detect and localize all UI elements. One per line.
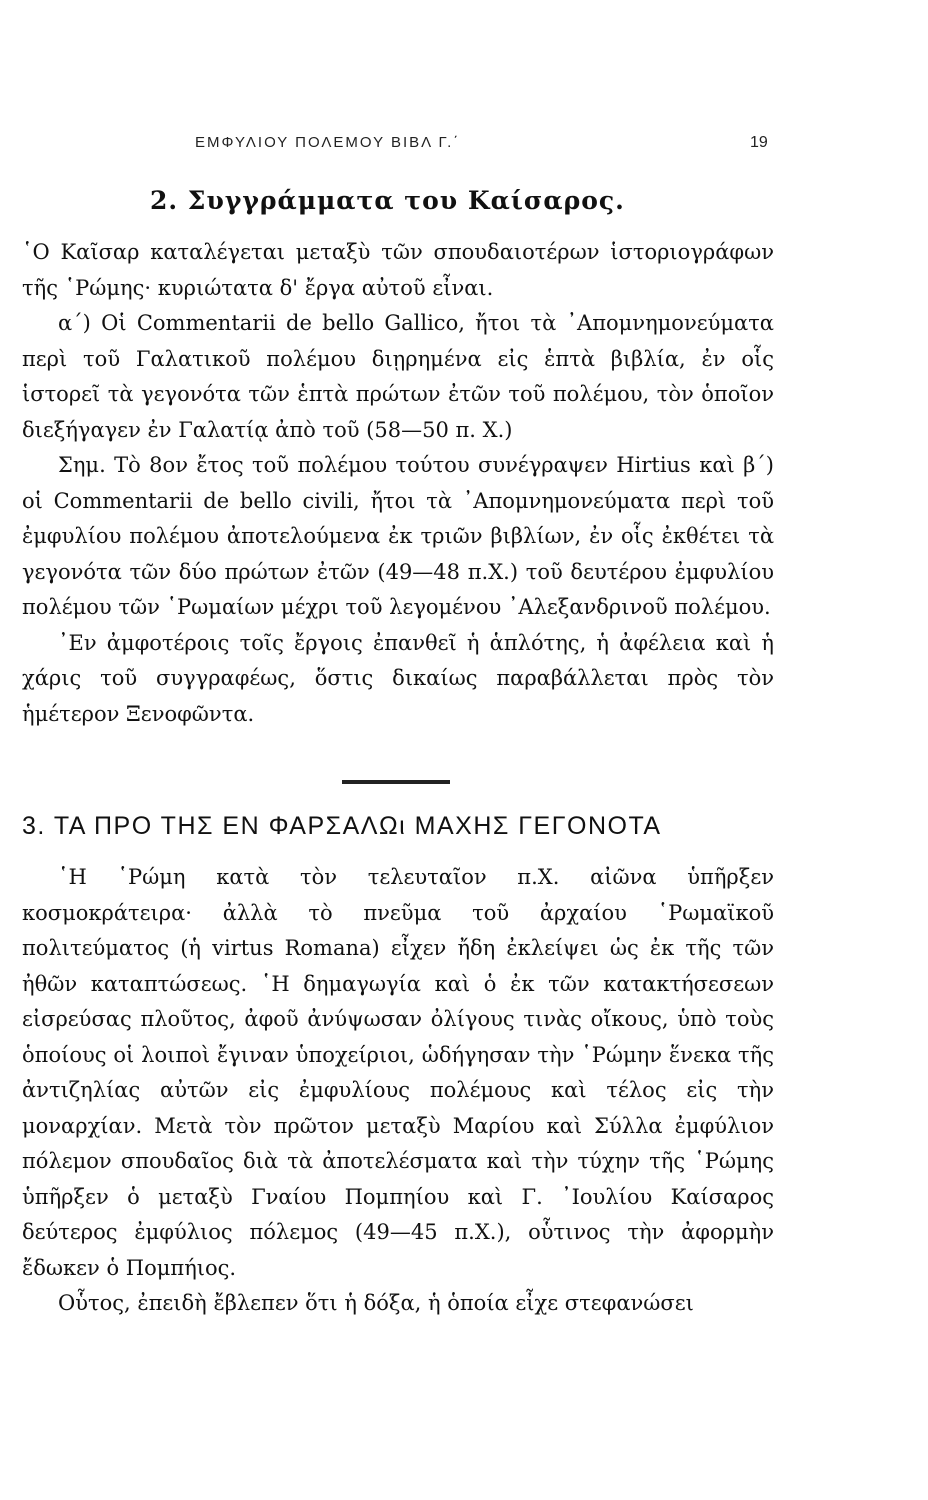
section-3-body [22, 860, 774, 1322]
page-number: 19 [750, 134, 768, 151]
section-2-title: 2. Συγγράμματα του Καίσαρος. [150, 186, 625, 215]
section-3-heading: 3. ΤΑ ΠΡΟ ΤΗΣ ΕΝ ΦΑΡΣΑΛΩι ΜΑΧΗΣ ΓΕΓΟΝΟΤΑ [22, 812, 662, 840]
paragraph: ῾Η ῾Ρώμη κατὰ τὸν τελευταῖον π.Χ. αἰῶνα ὑπῆρξεν κοσμοκράτειρα· ἀλλὰ τὸ πνεῦμα τοῦ ἀρχαίου ῾Ρωμαϊκοῦ πολιτεύματος (ἡ virtus Romana) εἶχεν ἤδη ἐκλείψει ὡς ἐκ τῆς τῶν ἠθῶν καταπτώσεως. ῾Η δημαγωγία καὶ ὁ ἐκ τῶν κατακτήσεσεων εἰσρεύσας πλοῦτος, ἀφοῦ ἀνύψωσαν ὀλίγους τινὰς οἴκους, ὑπὸ τοὺς ὁποίους οἱ λοιποὶ ἔγιναν ὑποχείριοι, ὡδήγησαν τὴν ῾Ρώμην ἕνεκα τῆς ἀντιζηλίας αὐτῶν εἰς ἐμφυλίους πολέμους καὶ τέλος εἰς τὴν μοναρχίαν. Μετὰ τὸν πρῶτον μεταξὺ Μαρίου καὶ Σύλλα ἐμφύλιον πόλεμον σπουδαῖος διὰ τὰ ἀποτελέσματα καὶ τὴν τύχην τῆς ῾Ρώμης ὑπῆρξεν ὁ μεταξὺ Γναίου Πομπηίου καὶ Γ. ᾿Ιουλίου Καίσαρος δεύτερος ἐμφύλιος πόλεμος (49—45 π.Χ.), οὗτινος τὴν ἀφορμὴν ἔδωκεν ὁ Πομπήιος. [22, 865, 774, 1280]
paragraph: Σημ. Τὸ 8ον ἔτος τοῦ πολέμου τούτου συνέγραψεν Hirtius καὶ β΄) οἱ Commentarii de bello civili, ἤτοι τὰ ᾿Απομνημονεύματα περὶ τοῦ ἐμφυλίου πολέμου ἀποτελούμενα ἐκ τριῶν βιβλίων, ἐν οἷς ἐκθέτει τὰ γεγονότα τῶν δύο πρώτων ἐτῶν (49—48 π.Χ.) τοῦ δευτέρου ἐμφυλίου πολέμου τῶν ῾Ρωμαίων μέχρι τοῦ λεγομένου ᾿Αλεξανδρινοῦ πολέμου. [22, 453, 774, 619]
running-title: ΕΜΦΥΛΙΟΥ ΠΟΛΕΜΟΥ ΒΙΒΛ Γ.΄ [195, 134, 461, 151]
section-divider [342, 780, 450, 784]
paragraph: ᾿Εν ἀμφοτέροις τοῖς ἔργοις ἐπανθεῖ ἡ ἁπλότης, ἡ ἀφέλεια καὶ ἡ χάρις τοῦ συγγραφέως, ὅστις δικαίως παραβάλλεται πρὸς τὸν ἡμέτερον Ξενοφῶντα. [22, 630, 774, 726]
paragraph: α΄) Οἱ Commentarii de bello Gallico, ἤτοι τὰ ᾿Απομνημονεύματα περὶ τοῦ Γαλατικοῦ πολέμου διῃρημένα εἰς ἑπτὰ βιβλία, ἐν οἷς ἱστορεῖ τὰ γεγονότα τῶν ἑπτὰ πρώτων ἐτῶν τοῦ πολέμου, τὸν ὁποῖον διεξήγαγεν ἐν Γαλατίᾳ ἀπὸ τοῦ (58—50 π. Χ.) [22, 311, 774, 442]
paragraph: Οὗτος, ἐπειδὴ ἔβλεπεν ὅτι ἡ δόξα, ἡ ὁποία εἶχε στεφανώσει [58, 1291, 694, 1315]
section-2-body [22, 235, 774, 732]
paragraph: ῾Ο Καῖσαρ καταλέγεται μεταξὺ τῶν σπουδαιοτέρων ἱστοριογράφων τῆς ῾Ρώμης· κυριώτατα δ' ἔργα αὐτοῦ εἶναι. [22, 240, 774, 300]
